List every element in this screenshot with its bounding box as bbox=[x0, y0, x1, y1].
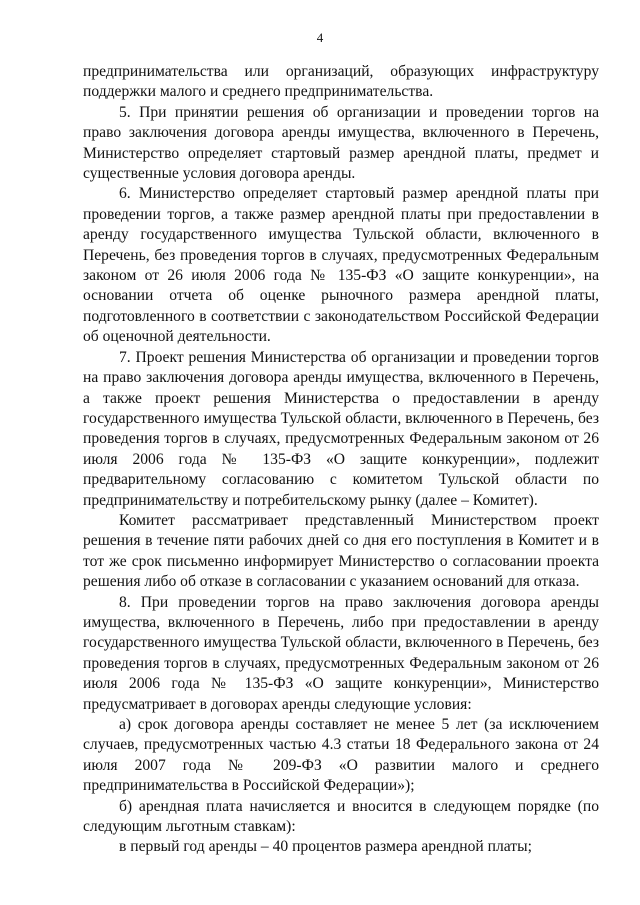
paragraph-first-year-rate: в первый год аренды – 40 процентов размера арендной платы; bbox=[119, 838, 532, 856]
paragraph-item-6: 6. Министерство определяет стартовый размер арендной платы при проведении торгов, а также размер арендной платы при предоставлении в аренду государственного имущества Тульской области, включенного в Перечень, без проведения торгов в случаях, предусмотренных Федеральным законом от 26 июля 2006 года № 135-ФЗ «О защите конкуренции», на основании отчета об оценке рыночного размера арендной платы, подготовленного в соответствии с законодательством Российской Федерации об оценочной деятельности. bbox=[83, 185, 599, 346]
paragraph-item-5: 5. При принятии решения об организации и проведении торгов на право заключения договора аренды имущества, включенного в Перечень, Министерство определяет стартовый размер арендной платы, предмет и существенные условия договора аренды. bbox=[83, 103, 599, 183]
page-number: 4 bbox=[316, 30, 324, 45]
document-body bbox=[83, 62, 599, 858]
paragraph-subitem-b: б) арендная плата начисляется и вносится в следующем порядке (по следующим льготным ставкам): bbox=[83, 797, 599, 836]
paragraph-subitem-a: а) срок договора аренды составляет не менее 5 лет (за исключением случаев, предусмотренных частью 4.3 статьи 18 Федерального закона от 24 июля 2007 года № 209-ФЗ «О развитии малого и среднего предпринимательства в Российской Федерации»); bbox=[83, 716, 599, 795]
paragraph-item-7: 7. Проект решения Министерства об организации и проведении торгов на право заключения договора аренды имущества, включенного в Перечень, а также проект решения Министерства о предоставлении в аренду государственного имущества Тульской области, включенного в Перечень, без проведения торгов в случаях, предусмотренных Федеральным законом от 26 июля 2006 года № 135-ФЗ «О защите конкуренции», подлежит предварительному согласованию с комитетом Тульской области по предпринимательству и потребительскому рынку (далее – Комитет). bbox=[83, 348, 599, 509]
paragraph-item-8: 8. При проведении торгов на право заключения договора аренды имущества, включенного в Перечень, либо при предоставлении в аренду государственного имущества Тульской области, включенного в Перечень, без проведения торгов в случаях, предусмотренных Федеральным законом от 26 июля 2006 года № 135-ФЗ «О защите конкуренции», Министерство предусматривает в договорах аренды следующие условия: bbox=[83, 593, 599, 713]
paragraph-continuation: предпринимательства или организаций, образующих инфраструктуру поддержки малого и среднего предпринимательства. bbox=[83, 63, 599, 101]
paragraph-committee-review: Комитет рассматривает представленный Министерством проект решения в течение пяти рабочих дней со дня его поступления в Комитет и в тот же срок письменно информирует Министерство о согласовании проекта решения либо об отказе в согласовании с указанием оснований для отказа. bbox=[83, 511, 599, 591]
